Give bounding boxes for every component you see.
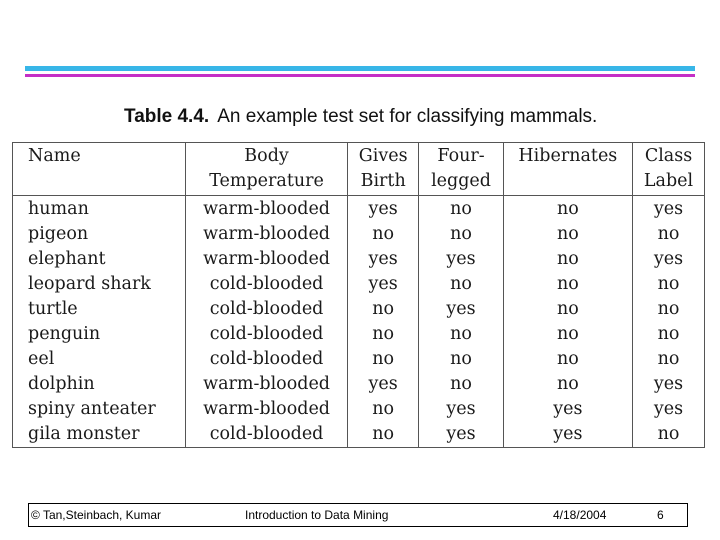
cell-body-temperature: cold-blooded xyxy=(186,422,348,448)
cell-class-label: no xyxy=(633,322,705,347)
mammal-test-table xyxy=(12,142,705,448)
table-header-row xyxy=(13,143,705,196)
cell-hibernates: no xyxy=(503,322,632,347)
cell-name: eel xyxy=(13,347,186,372)
header-rule-cyan xyxy=(25,66,695,71)
cell-body-temperature: warm-blooded xyxy=(186,372,348,397)
cell-gives-birth: yes xyxy=(347,272,418,297)
header-four-legged-line1: Four- xyxy=(437,146,485,166)
caption-label: Table 4.4. xyxy=(124,106,210,127)
header-class-label-line1: Class xyxy=(644,146,693,166)
cell-four-legged: no xyxy=(419,347,503,372)
header-name xyxy=(13,143,186,196)
table-row xyxy=(13,222,705,247)
table-row xyxy=(13,347,705,372)
cell-body-temperature: cold-blooded xyxy=(186,322,348,347)
cell-gives-birth: no xyxy=(347,297,418,322)
cell-four-legged: no xyxy=(419,322,503,347)
header-gives-birth-line1: Gives xyxy=(358,146,408,166)
cell-gives-birth: yes xyxy=(347,196,418,223)
footer-course-title: Introduction to Data Mining xyxy=(245,508,389,522)
cell-body-temperature: cold-blooded xyxy=(186,272,348,297)
cell-name: gila monster xyxy=(13,422,186,448)
cell-four-legged: no xyxy=(419,222,503,247)
table-row xyxy=(13,247,705,272)
cell-hibernates: no xyxy=(503,196,632,223)
cell-name: spiny anteater xyxy=(13,397,186,422)
cell-hibernates: no xyxy=(503,297,632,322)
table-row xyxy=(13,397,705,422)
table-caption xyxy=(124,106,597,128)
cell-class-label: yes xyxy=(633,196,705,223)
cell-name: turtle xyxy=(13,297,186,322)
cell-hibernates: yes xyxy=(503,422,632,448)
cell-gives-birth: no xyxy=(347,322,418,347)
cell-hibernates: no xyxy=(503,222,632,247)
table-row xyxy=(13,422,705,448)
header-rule-magenta xyxy=(25,74,695,77)
cell-four-legged: no xyxy=(419,196,503,223)
header-hibernates-line1: Hibernates xyxy=(518,146,618,166)
cell-name: penguin xyxy=(13,322,186,347)
cell-body-temperature: warm-blooded xyxy=(186,247,348,272)
header-class-label xyxy=(633,143,705,196)
header-hibernates xyxy=(503,143,632,196)
footer-authors: © Tan,Steinbach, Kumar xyxy=(31,508,162,522)
cell-hibernates: no xyxy=(503,372,632,397)
cell-four-legged: no xyxy=(419,272,503,297)
slide-footer xyxy=(28,503,688,527)
footer-page-number: 6 xyxy=(657,508,664,522)
cell-class-label: no xyxy=(633,297,705,322)
cell-hibernates: no xyxy=(503,272,632,297)
caption-text: An example test set for classifying mammals. xyxy=(217,106,598,127)
cell-class-label: no xyxy=(633,222,705,247)
cell-body-temperature: cold-blooded xyxy=(186,297,348,322)
table-row xyxy=(13,297,705,322)
cell-hibernates: yes xyxy=(503,397,632,422)
cell-class-label: yes xyxy=(633,247,705,272)
header-body-temperature-line1: Body xyxy=(244,146,289,166)
cell-body-temperature: warm-blooded xyxy=(186,397,348,422)
cell-name: dolphin xyxy=(13,372,186,397)
cell-four-legged: yes xyxy=(419,397,503,422)
header-four-legged xyxy=(419,143,503,196)
cell-body-temperature: cold-blooded xyxy=(186,347,348,372)
cell-class-label: no xyxy=(633,272,705,297)
cell-hibernates: no xyxy=(503,247,632,272)
table-row xyxy=(13,272,705,297)
cell-four-legged: yes xyxy=(419,422,503,448)
header-class-label-line2: Label xyxy=(643,171,694,191)
cell-four-legged: yes xyxy=(419,247,503,272)
header-body-temperature-line2: Temperature xyxy=(209,171,324,191)
cell-gives-birth: no xyxy=(347,347,418,372)
cell-body-temperature: warm-blooded xyxy=(186,222,348,247)
header-gives-birth xyxy=(347,143,418,196)
cell-class-label: yes xyxy=(633,372,705,397)
table-row xyxy=(13,372,705,397)
cell-gives-birth: yes xyxy=(347,372,418,397)
header-body-temperature xyxy=(186,143,348,196)
cell-body-temperature: warm-blooded xyxy=(186,196,348,223)
table-row xyxy=(13,322,705,347)
cell-name: elephant xyxy=(13,247,186,272)
cell-class-label: yes xyxy=(633,397,705,422)
table-row xyxy=(13,196,705,223)
cell-gives-birth: no xyxy=(347,397,418,422)
footer-date: 4/18/2004 xyxy=(553,508,607,522)
cell-name: human xyxy=(13,196,186,223)
header-name-line1: Name xyxy=(28,146,81,166)
cell-gives-birth: no xyxy=(347,222,418,247)
cell-name: leopard shark xyxy=(13,272,186,297)
cell-class-label: no xyxy=(633,347,705,372)
cell-name: pigeon xyxy=(13,222,186,247)
cell-gives-birth: no xyxy=(347,422,418,448)
header-four-legged-line2: legged xyxy=(431,171,491,191)
cell-hibernates: no xyxy=(503,347,632,372)
cell-four-legged: no xyxy=(419,372,503,397)
table-body xyxy=(13,196,705,448)
cell-four-legged: yes xyxy=(419,297,503,322)
cell-gives-birth: yes xyxy=(347,247,418,272)
header-gives-birth-line2: Birth xyxy=(360,171,406,191)
cell-class-label: no xyxy=(633,422,705,448)
